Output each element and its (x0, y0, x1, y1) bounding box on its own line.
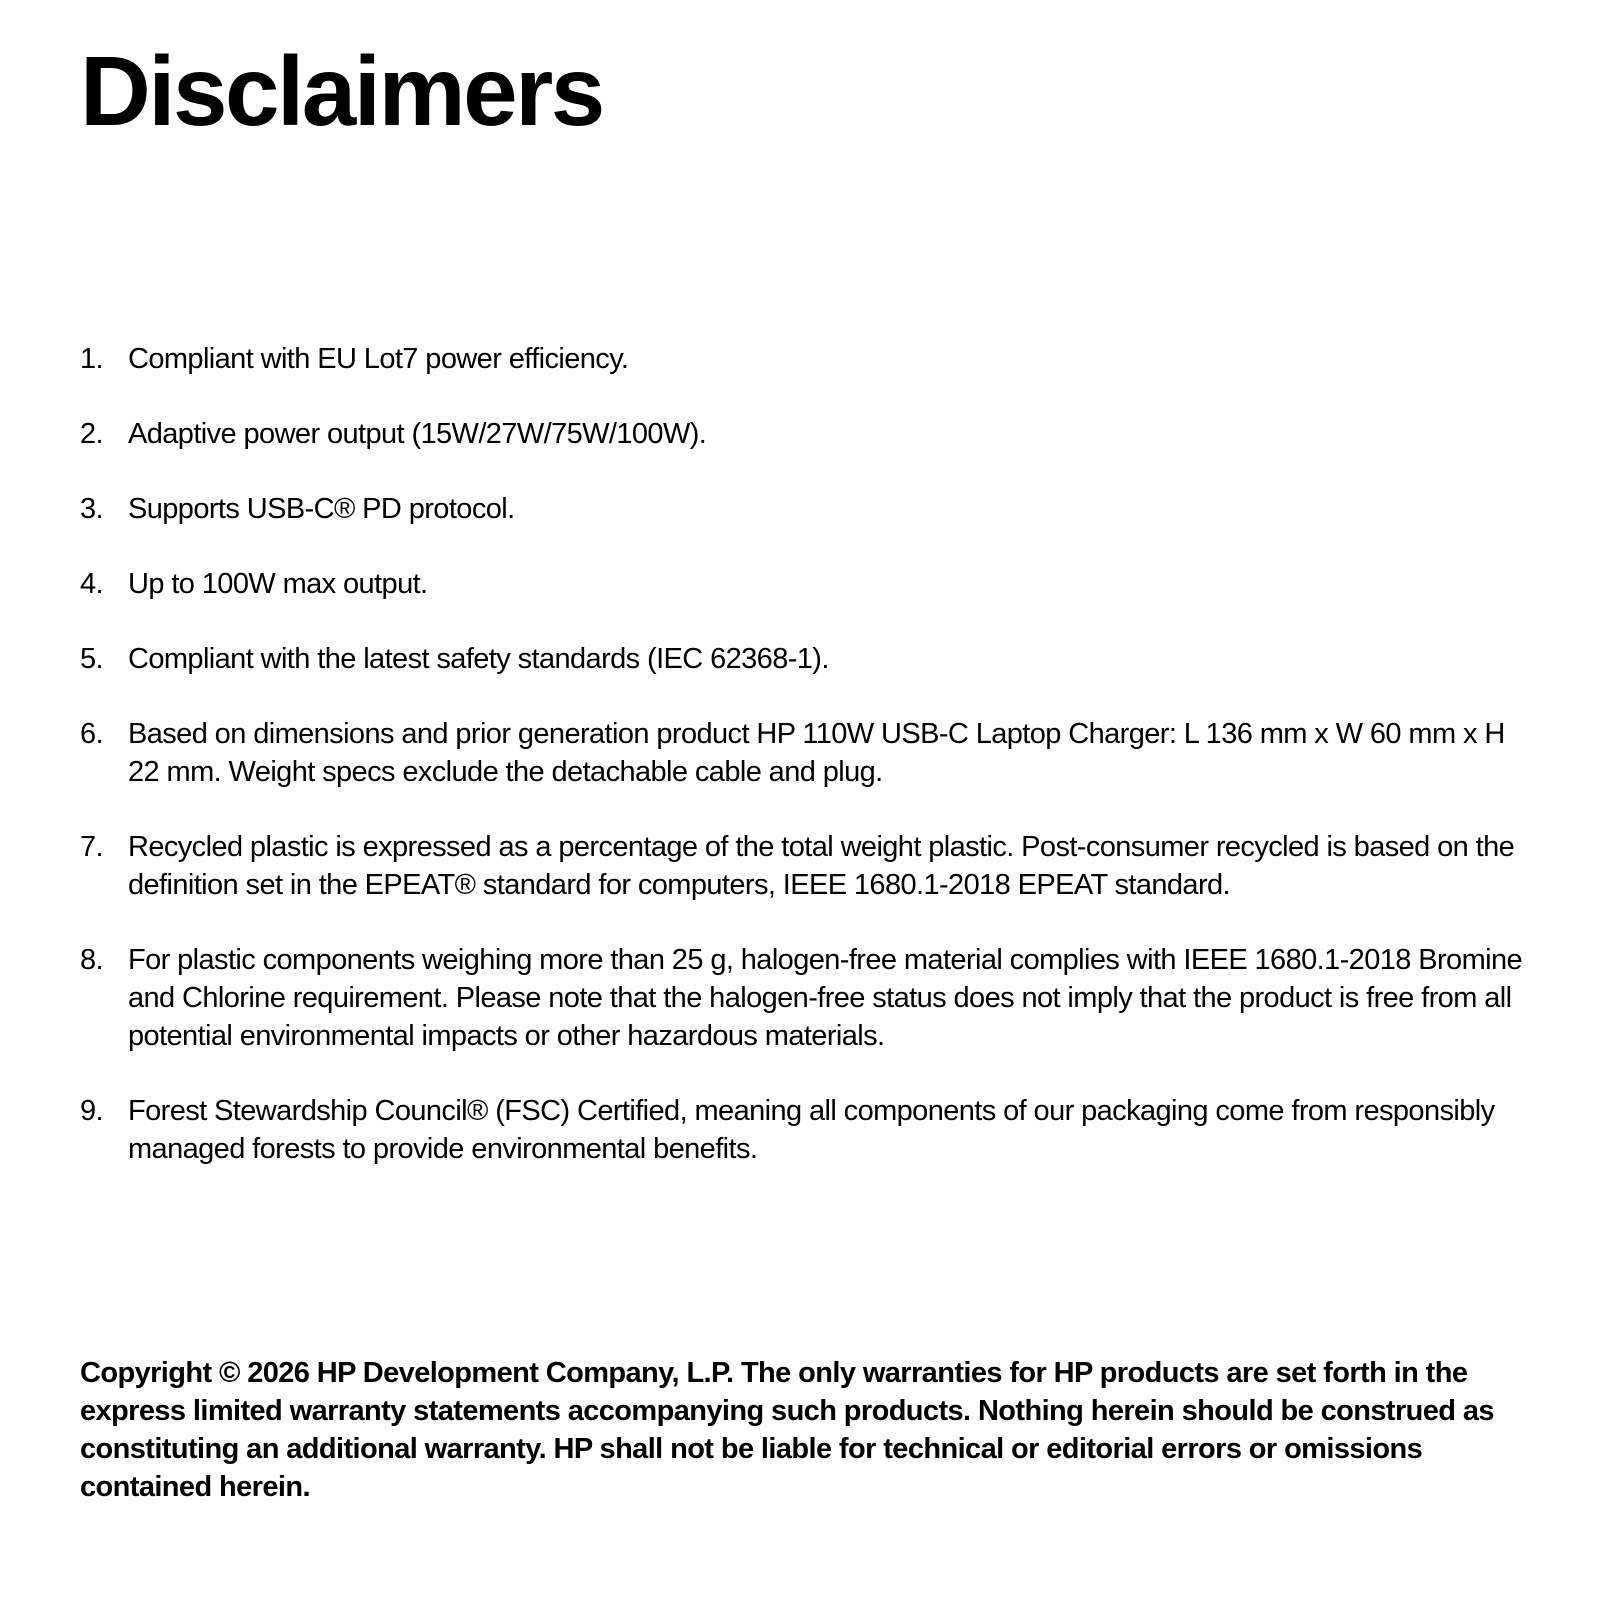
list-item-number: 1. (80, 343, 103, 375)
list-item (80, 565, 1540, 603)
copyright-notice: Copyright © 2026 HP Development Company, L.P. The only warranties for HP products are set forth in the express limited warranty statements accompanying such products. Nothing herein should be construed as constituting an additional warranty. HP shall not be liable for technical or editorial errors or omissions contained herein. (80, 1357, 1494, 1503)
list-item-number: 9. (80, 1095, 103, 1127)
list-item-number: 5. (80, 643, 103, 675)
list-item-text: Forest Stewardship Council® (FSC) Certified, meaning all components of our packaging come from responsibly managed forests to provide environmental benefits. (128, 1095, 1495, 1165)
list-item-text: Based on dimensions and prior generation product HP 110W USB-C Laptop Charger: L 136 mm x W 60 mm x H 22 mm. Weight specs exclude the detachable cable and plug. (128, 718, 1505, 788)
list-item (80, 640, 1540, 678)
list-item (80, 1092, 1540, 1168)
list-item-number: 2. (80, 418, 103, 450)
list-item (80, 941, 1540, 1055)
list-item-text: Supports USB-C® PD protocol. (128, 493, 515, 525)
list-item-text: Up to 100W max output. (128, 568, 428, 600)
list-item-text: For plastic components weighing more than 25 g, halogen-free material complies with IEEE 1680.1-2018 Bromine and Chlorine requirement. Please note that the halogen-free status does not imply that the product is free from all potential environmental impacts or other hazardous materials. (128, 944, 1523, 1052)
list-item-text: Adaptive power output (15W/27W/75W/100W). (128, 418, 707, 450)
list-item-number: 3. (80, 493, 103, 525)
list-item-number: 4. (80, 568, 103, 600)
list-item (80, 490, 1540, 528)
list-item-text: Recycled plastic is expressed as a percentage of the total weight plastic. Post-consumer recycled is based on the definition set in the EPEAT® standard for computers, IEEE 1680.1-2018 EPEAT standard. (128, 831, 1515, 901)
list-item-text: Compliant with the latest safety standards (IEC 62368-1). (128, 643, 829, 675)
list-item-text: Compliant with EU Lot7 power efficiency. (128, 343, 629, 375)
list-item (80, 415, 1540, 453)
list-item-number: 8. (80, 944, 103, 976)
list-item (80, 828, 1540, 904)
list-item (80, 715, 1540, 791)
list-item (80, 340, 1540, 378)
disclaimer-list (80, 340, 1540, 1205)
page-title: Disclaimers (80, 36, 603, 146)
list-item-number: 6. (80, 718, 103, 750)
list-item-number: 7. (80, 831, 103, 863)
